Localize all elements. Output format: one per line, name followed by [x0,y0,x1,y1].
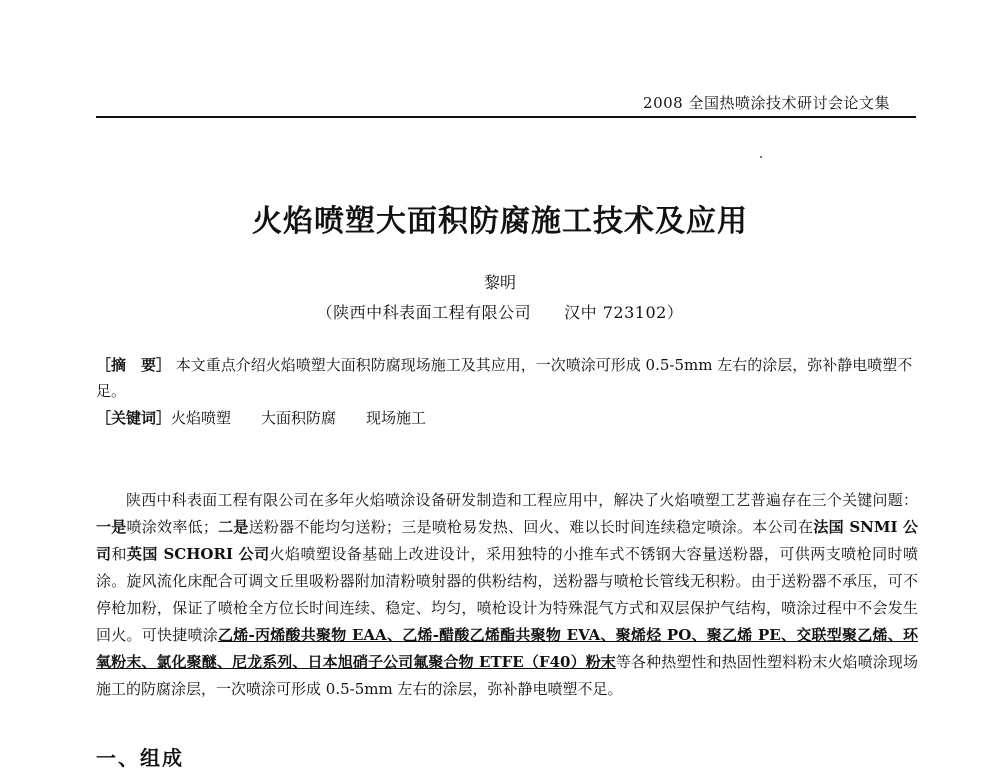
section-heading: 一、组成 [96,746,184,770]
body-text: 火焰喷塑设备基础上改进设计，采用独特的小推车式不锈钢大容量送粉器，可供两支喷枪同时喷涂。旋风流化床配合可调文丘里吸粉器附加清粉喷射器的供粉结构，送粉器与喷枪长管线无积粉。由于送粉器不承压，可不停枪加粉，保证了喷枪全方位长时间连续、稳定、均匀，喷枪设计为特殊混气方式和双层保护气结构，喷涂过程中不会发生回火。可快捷喷涂 [96,545,918,644]
keywords [96,405,918,431]
body-bold-underlined: 乙烯-丙烯酸共聚物 EAA、乙烯-醋酸乙烯酯共聚物 EVA、聚烯烃 PO、聚乙烯 PE、交联型聚乙烯、环氧粉末、氯化聚醚、尼龙系列、日本旭硝子公司氟聚合物 ETFE（F40）粉末 [96,626,918,671]
header-rule [96,116,916,118]
body-text: 送粉器不能均匀送粉；三是 [248,518,432,536]
keywords-label: ［关键词］ [96,409,172,427]
author-name: 黎明 [483,273,516,292]
paper-title: 火焰喷塑大面积防腐施工技术及应用 [252,204,748,239]
body-paragraph [96,487,918,703]
body-bold: 二是 [217,518,249,536]
author-affiliation: （陕西中科表面工程有限公司 汉中 723102） [316,303,684,322]
body-bold: 法国 SNMI 公司 [96,518,918,563]
running-header: 2008 全国热喷涂技术研讨会论文集 [643,94,890,112]
keyword: 大面积防腐 [261,409,337,427]
body-bold: 英国 SCHORI 公司 [126,545,270,563]
body-text: 喷涂效率低； [126,518,218,536]
abstract-label: ［摘 要］ [96,356,172,374]
body-text: 陕西中科表面工程有限公司在多年火焰喷涂设备研发制造和工程应用中，解决了火焰喷塑工艺普遍存在三个关键问题： [126,491,918,509]
keyword: 现场施工 [366,409,427,427]
body-text: 和 [111,545,127,563]
keyword: 火焰喷塑 [171,409,232,427]
body-bold: 一是 [96,518,127,536]
abstract-text: 本文重点介绍火焰喷塑大面积防腐现场施工及其应用，一次喷涂可形成 0.5-5mm 左右的涂层，弥补静电喷塑不足。 [96,356,913,400]
abstract [96,352,918,404]
scan-speck [760,156,762,158]
body-text: 等各种热塑性和热固性塑料粉末火焰喷涂现场施工的防腐涂层，一次喷涂可形成 0.5-5mm 左右的涂层，弥补静电喷塑不足。 [96,653,918,698]
body-text: 喷枪易发热、回火、难以长时间连续稳定喷涂。本公司在 [431,518,814,536]
